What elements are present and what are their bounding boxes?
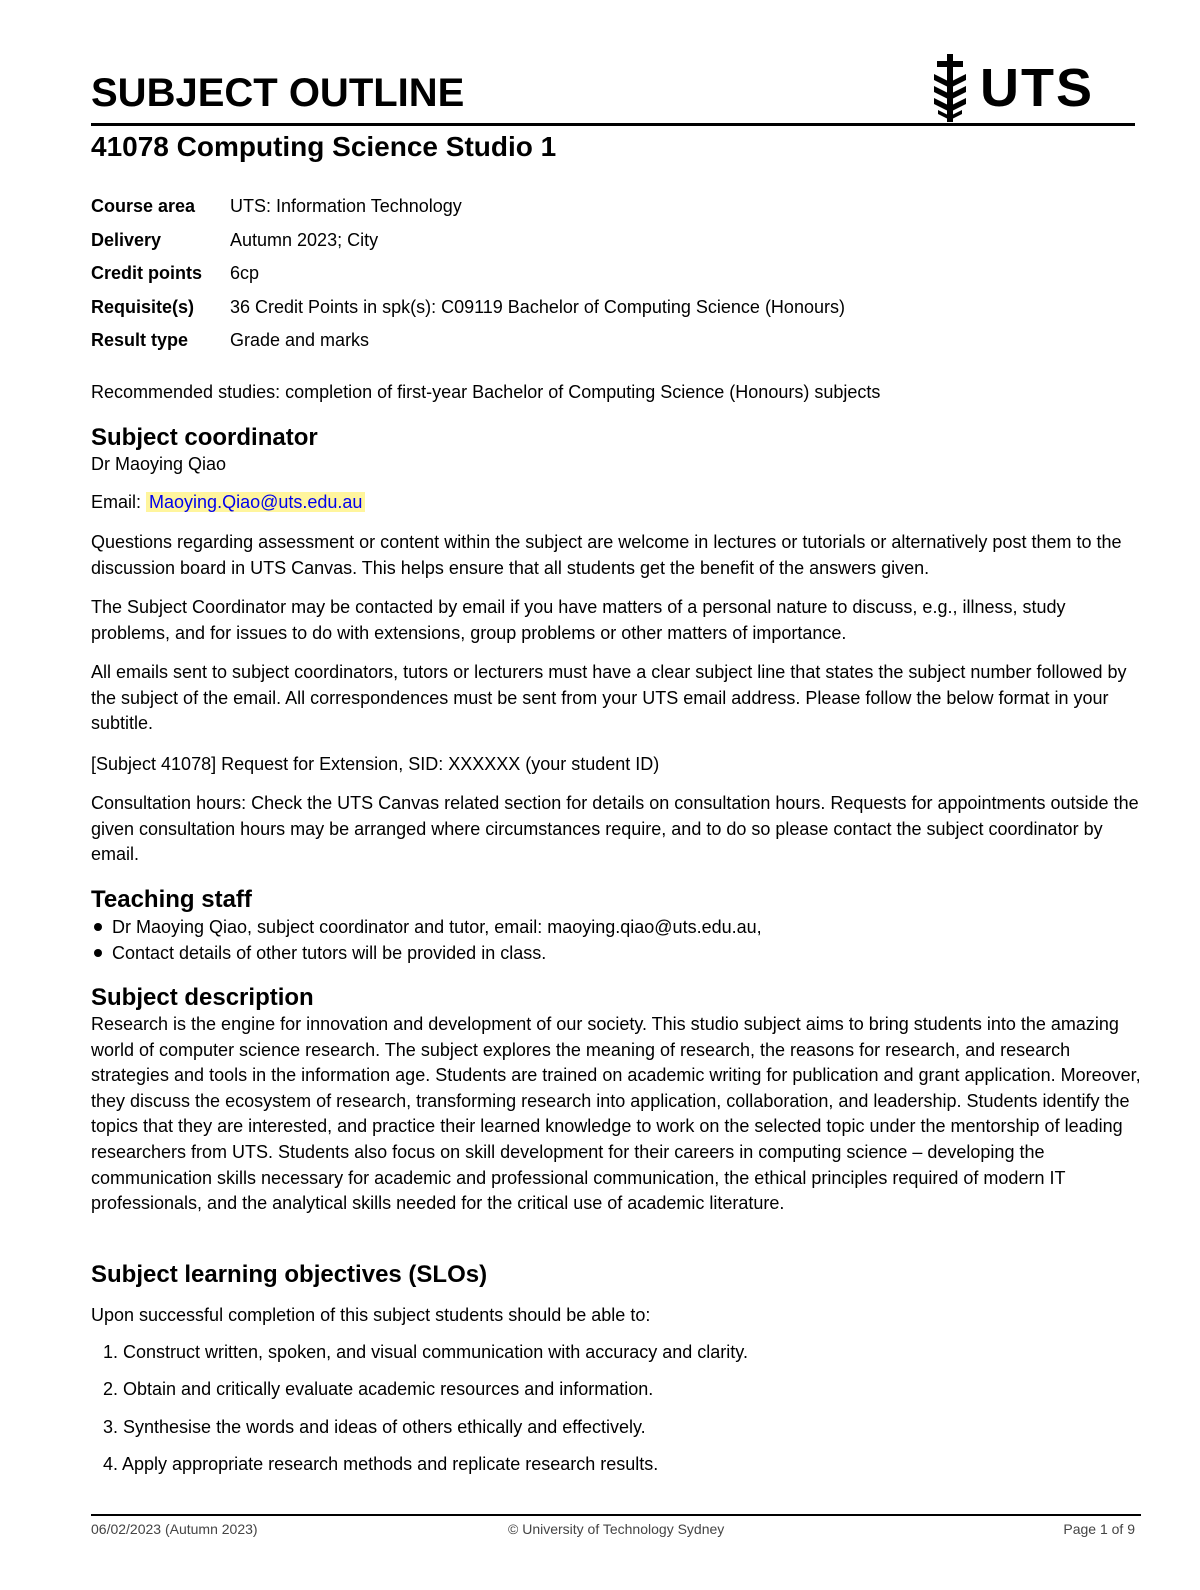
list-item-text: Synthesise the words and ideas of others ethically and effectively. [123,1417,646,1437]
list-item-text: Obtain and critically evaluate academic resources and information. [123,1379,654,1399]
coordinator-paragraph: Consultation hours: Check the UTS Canvas related section for details on consultation hours. Requests for appointments outside the given consultation hours may be arranged where circumstances require, and to do so please contact the subject coordinator by email. [91,793,1139,865]
list-item [91,915,762,941]
coordinator-email-line [91,490,1141,516]
subject-title: 41078 Computing Science Studio 1 [91,131,557,162]
meta-value: Grade and marks [230,330,370,350]
meta-value: 6cp [230,263,260,283]
meta-label: Result type [91,330,189,350]
footer-page-number: Page 1 of 9 [1063,1521,1135,1537]
coordinator-paragraph: All emails sent to subject coordinators, tutors or lecturers must have a clear subject line that states the subject number followed by the subject of the email. All correspondences must be sent from your UTS email address. Please follow the below format in your subtitle. [91,662,1127,734]
section-heading-objectives: Subject learning objectives (SLOs) [91,1261,488,1288]
meta-label: Credit points [91,263,202,283]
uts-logo-text: UTS [980,58,1094,118]
meta-value: UTS: Information Technology [230,196,462,216]
list-item [91,1376,653,1402]
list-item [91,941,546,967]
bullet-icon [94,923,102,931]
header-divider [91,123,1135,126]
document-title: SUBJECT OUTLINE [91,71,465,115]
section-heading-coordinator: Subject coordinator [91,424,318,451]
meta-label: Requisite(s) [91,297,195,317]
description-text: Research is the engine for innovation and development of our society. This studio subject aims to bring students into the amazing world of computer science research. The subject explores the meaning of research, the reasons for research, and research strategies and tools in the information age. Students are trained on academic writing for publication and grant application. Moreover, they discuss the ecosystem of research, transforming research into application, collaboration, and leadership. Students identify the topics that they are interested, and practice their learned knowledge to work on the selected topic under the mentorship of leading researchers from UTS. Students also focus on skill development for their careers in computing science – developing the communication skills necessary for academic and professional communication, the ethical principles required of modern IT professionals, and the analytical skills needed for the critical use of academic literature. [91,1014,1141,1214]
meta-label: Course area [91,196,196,216]
list-item-text: Contact details of other tutors will be provided in class. [112,943,547,963]
meta-value: 36 Credit Points in spk(s): C09119 Bachelor of Computing Science (Honours) [230,297,845,317]
list-item-text: Apply appropriate research methods and replicate research results. [122,1454,659,1474]
coordinator-paragraph: [Subject 41078] Request for Extension, SID: XXXXXX (your student ID) [91,754,660,774]
coordinator-paragraph: Questions regarding assessment or content within the subject are welcome in lectures or tutorials or alternatively post them to the discussion board in UTS Canvas. This helps ensure that all students get the benefit of the answers given. [91,532,1122,578]
footer-date: 06/02/2023 (Autumn 2023) [91,1521,258,1537]
list-item-number: 3. [102,1417,118,1437]
meta-value: Autumn 2023; City [230,230,379,250]
list-item-number: 1. [102,1342,118,1362]
list-item [91,1339,748,1365]
objectives-intro: Upon successful completion of this subject students should be able to: [91,1305,651,1325]
list-item [91,1414,646,1440]
list-item-number: 4. [102,1454,118,1474]
footer-copyright: © University of Technology Sydney [508,1521,725,1537]
list-item-text: Construct written, spoken, and visual communication with accuracy and clarity. [123,1342,748,1362]
uts-crest-icon [928,52,972,124]
uts-logo [928,52,1098,124]
list-item [91,1451,658,1477]
meta-label: Delivery [91,230,162,250]
section-heading-description: Subject description [91,984,314,1011]
coordinator-email-link[interactable]: Maoying.Qiao@uts.edu.au [146,492,365,512]
email-label: Email: [91,492,142,512]
footer-divider [91,1514,1141,1516]
coordinator-paragraph: The Subject Coordinator may be contacted by email if you have matters of a personal nature to discuss, e.g., illness, study problems, and for issues to do with extensions, group problems or other matters of importance. [91,597,1066,643]
list-item-text: Dr Maoying Qiao, subject coordinator and tutor, email: maoying.qiao@uts.edu.au, [112,917,762,937]
coordinator-name: Dr Maoying Qiao [91,454,227,474]
bullet-icon [94,949,102,957]
list-item-number: 2. [102,1379,118,1399]
recommended-studies: Recommended studies: completion of first-year Bachelor of Computing Science (Honours) subjects [91,382,881,402]
section-heading-teaching-staff: Teaching staff [91,886,252,913]
